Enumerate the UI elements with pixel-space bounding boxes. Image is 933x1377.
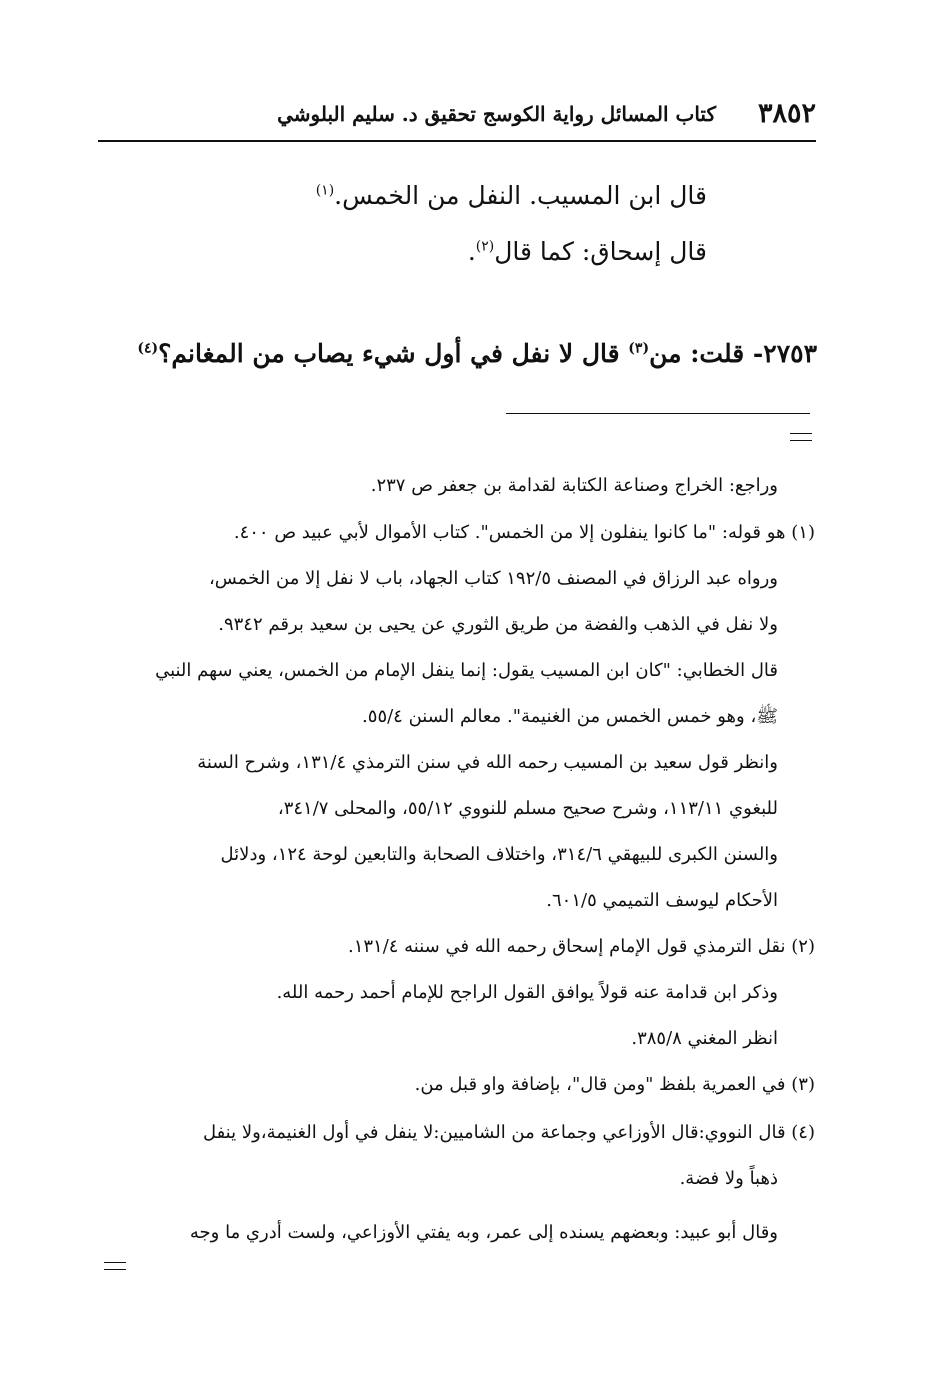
continuation-mark-bottom xyxy=(104,1262,126,1270)
main-line-2-text: قال إسحاق: كما قال xyxy=(494,237,707,266)
footnote-ref-2: (٢) xyxy=(475,238,495,255)
footnote-line: وراجع: الخراج وصناعة الكتابة لقدامة بن جعفر ص ٢٣٧. xyxy=(370,475,778,496)
footnote-line: والسنن الكبرى للبيهقي ٣١٤/٦، واختلاف الصحابة والتابعين لوحة ١٢٤، ودلائل xyxy=(220,844,778,865)
page-header xyxy=(98,92,816,132)
footnote-separator xyxy=(506,413,810,414)
continuation-mark-top xyxy=(790,433,812,441)
header-rule xyxy=(98,140,816,142)
footnote-line: للبغوي ١١٣/١١، وشرح صحيح مسلم للنووي ٥٥/١٢، والمحلى ٣٤١/٧، xyxy=(277,798,778,819)
footnote-line: ﷺ، وهو خمس الخمس من الغنيمة". معالم السنن ٥٥/٤. xyxy=(362,706,778,727)
footnote-line: وانظر قول سعيد بن المسيب رحمه الله في سنن الترمذي ١٣١/٤، وشرح السنة xyxy=(197,752,778,773)
question-text-end: قال لا نفل في أول شيء يصاب من المغانم؟ xyxy=(158,339,629,368)
question-text-start: ٢٧٥٣- قلت: من xyxy=(649,339,817,368)
footnote-line: انظر المغني ٣٨٥/٨. xyxy=(631,1028,778,1049)
page-number: ٣٨٥٢ xyxy=(757,98,816,129)
footnote-ref-4: (٤) xyxy=(137,340,159,357)
footnote-ref-1: (١) xyxy=(315,182,335,199)
footnote-line: الأحكام ليوسف التميمي ٦٠١/٥. xyxy=(546,890,778,911)
main-line-2 xyxy=(87,232,707,272)
main-line-2-end: . xyxy=(467,237,476,266)
footnote-line: ورواه عبد الرزاق في المصنف ١٩٢/٥ كتاب الجهاد، باب لا نفل إلا من الخمس، xyxy=(209,568,778,589)
main-line-1 xyxy=(87,176,707,216)
footnote-ref-3: (٣) xyxy=(628,340,650,357)
footnote-line: ذهباً ولا فضة. xyxy=(679,1168,778,1189)
footnote-line: (٣) في العمرية بلفظ "ومن قال"، بإضافة واو قبل من. xyxy=(414,1074,815,1095)
footnote-line: قال الخطابي: "كان ابن المسيب يقول: إنما ينفل الإمام من الخمس، يعني سهم النبي xyxy=(155,660,778,681)
footnote-line: وقال أبو عبيد: وبعضهم يسنده إلى عمر، وبه يفتي الأوزاعي، ولست أدري ما وجه xyxy=(189,1222,778,1243)
main-line-1-text: قال ابن المسيب. النفل من الخمس. xyxy=(334,181,707,210)
footnote-line: (٤) قال النووي:قال الأوزاعي وجماعة من الشاميين:لا ينفل في أول الغنيمة،ولا ينفل xyxy=(202,1122,815,1143)
question-2753 xyxy=(77,332,817,376)
running-title: كتاب المسائل رواية الكوسج تحقيق د. سليم البلوشي xyxy=(277,102,716,126)
footnote-line: (١) هو قوله: "ما كانوا ينفلون إلا من الخمس". كتاب الأموال لأبي عبيد ص ٤٠٠. xyxy=(233,522,815,543)
footnote-line: وذكر ابن قدامة عنه قولاً يوافق القول الراجح للإمام أحمد رحمه الله. xyxy=(276,982,778,1003)
footnote-line: (٢) نقل الترمذي قول الإمام إسحاق رحمه الله في سننه ١٣١/٤. xyxy=(347,936,815,957)
footnote-line: ولا نفل في الذهب والفضة من طريق الثوري عن يحيى بن سعيد برقم ٩٣٤٢. xyxy=(218,614,778,635)
